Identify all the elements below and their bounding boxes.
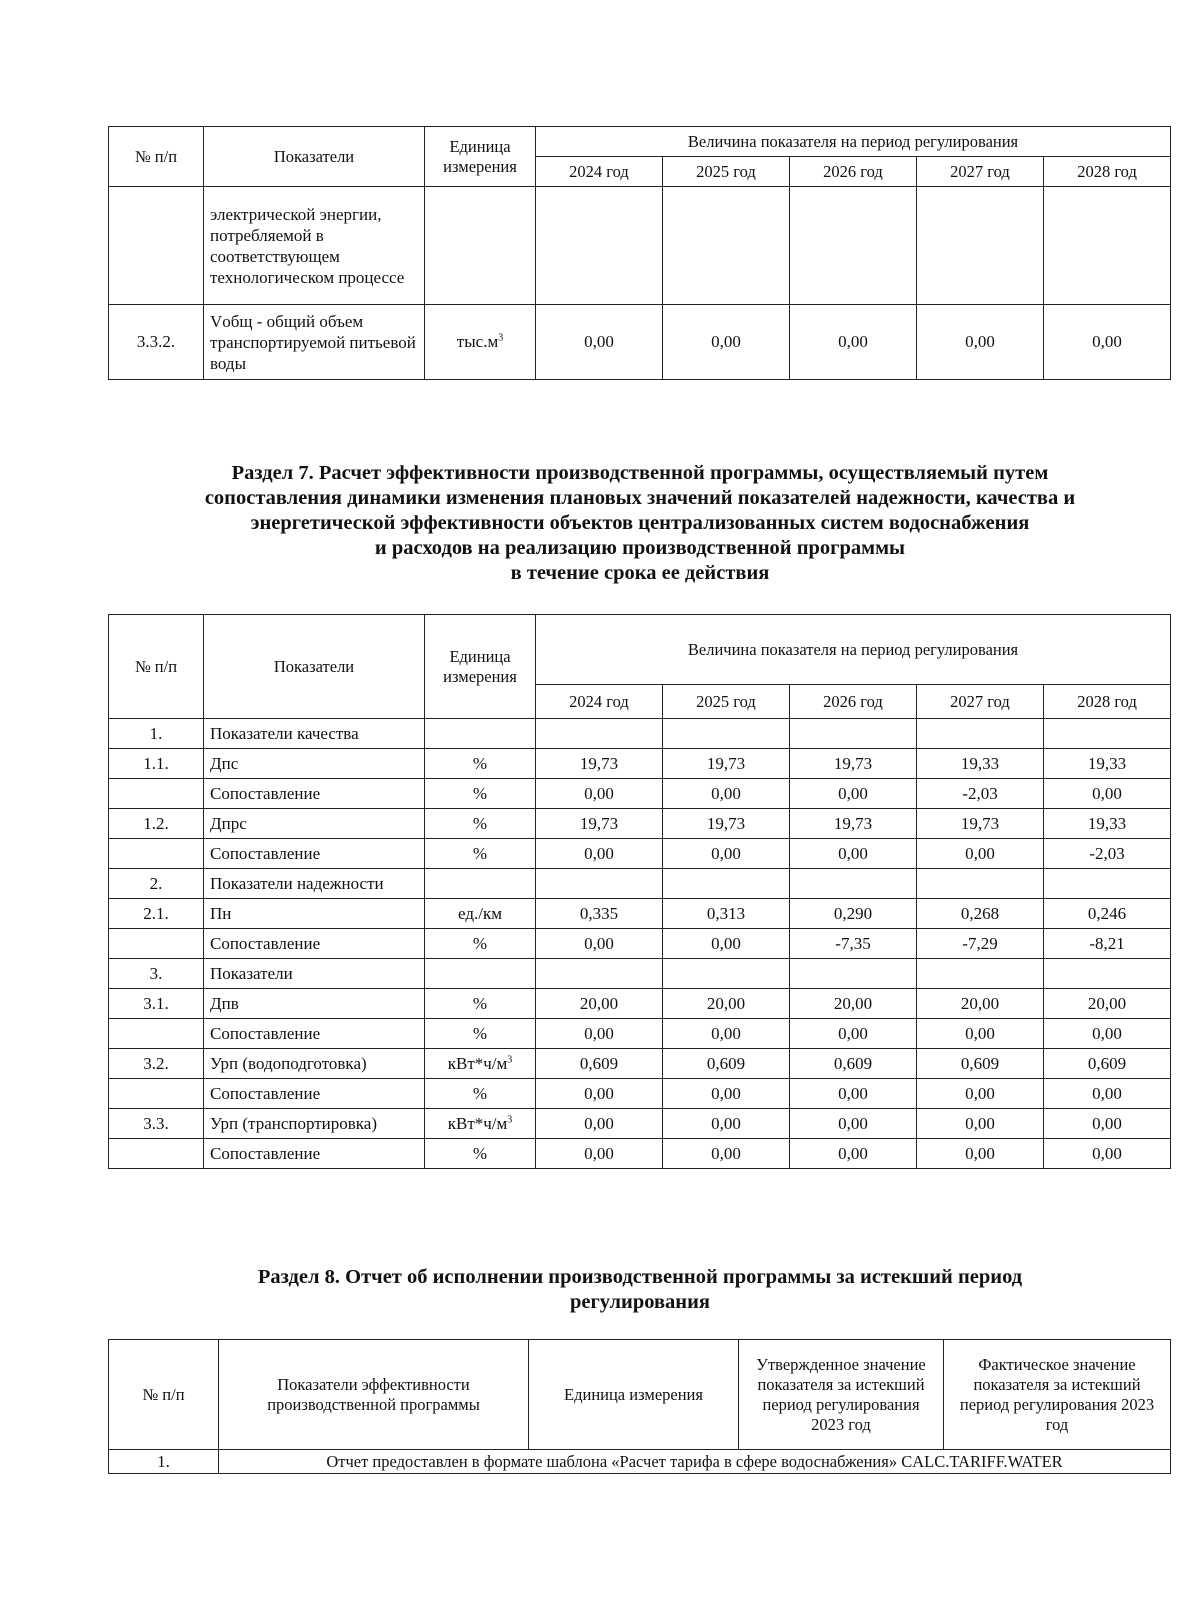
row-value: 0,00	[663, 305, 790, 380]
row-value: 0,290	[790, 899, 917, 929]
header-unit: Единица измерения	[425, 615, 536, 719]
row-value	[790, 869, 917, 899]
table-row	[109, 719, 1171, 749]
row-value: 0,00	[790, 839, 917, 869]
row-name: Сопоставление	[204, 1139, 425, 1169]
row-name: Сопоставление	[204, 1079, 425, 1109]
row-value: 0,00	[917, 1019, 1044, 1049]
row-value	[790, 959, 917, 989]
header-year: 2028 год	[1044, 157, 1171, 187]
row-value: 0,00	[1044, 1079, 1171, 1109]
row-num	[109, 1139, 204, 1169]
row-value: 0,00	[1044, 1019, 1171, 1049]
row-name: Сопоставление	[204, 929, 425, 959]
row-unit: %	[425, 1019, 536, 1049]
table-row	[109, 809, 1171, 839]
table-row	[109, 959, 1171, 989]
row-unit: %	[425, 809, 536, 839]
row-value: 0,00	[1044, 1139, 1171, 1169]
row-value: 0,00	[536, 839, 663, 869]
row-name: Пн	[204, 899, 425, 929]
row-value	[536, 719, 663, 749]
header-indicator: Показатели	[204, 127, 425, 187]
report-note: Отчет предоставлен в формате шаблона «Расчет тарифа в сфере водоснабжения» CALC.TARIFF.WATER	[219, 1450, 1171, 1474]
header-year: 2024 год	[536, 157, 663, 187]
row-num	[109, 187, 204, 305]
row-value	[790, 719, 917, 749]
table-row	[109, 869, 1171, 899]
row-name: Дпс	[204, 749, 425, 779]
section8-title	[100, 1265, 1180, 1315]
row-num: 1.1.	[109, 749, 204, 779]
table-row	[109, 929, 1171, 959]
row-value: 20,00	[917, 989, 1044, 1019]
row-num: 3.3.	[109, 1109, 204, 1139]
table-row	[109, 1019, 1171, 1049]
row-unit: $кВт*ч/м^3$	[425, 1109, 536, 1139]
row-unit: %	[425, 749, 536, 779]
row-unit: %	[425, 989, 536, 1019]
row-value	[1044, 187, 1171, 305]
row-value: 0,00	[536, 1079, 663, 1109]
row-value	[663, 869, 790, 899]
row-value: 19,73	[790, 749, 917, 779]
row-value: -7,29	[917, 929, 1044, 959]
row-value: 19,33	[1044, 749, 1171, 779]
row-num: 2.	[109, 869, 204, 899]
header-year: 2027 год	[917, 685, 1044, 719]
row-value	[536, 959, 663, 989]
table-row	[109, 1079, 1171, 1109]
row-value: 0,335	[536, 899, 663, 929]
row-value: 0,00	[790, 1139, 917, 1169]
row-unit: %	[425, 779, 536, 809]
table-row	[109, 839, 1171, 869]
row-value: 0,00	[790, 305, 917, 380]
row-value: 0,00	[790, 779, 917, 809]
row-value: 0,00	[790, 1019, 917, 1049]
table-row	[109, 1450, 1171, 1474]
header-indicator: Показатели эффективности производственной программы	[219, 1340, 529, 1450]
row-value: 0,00	[663, 1019, 790, 1049]
row-value: 19,73	[663, 749, 790, 779]
row-value: -2,03	[917, 779, 1044, 809]
row-num	[109, 839, 204, 869]
row-num: 1.	[109, 1450, 219, 1474]
row-value: 0,00	[1044, 1109, 1171, 1139]
row-num: 3.3.2.	[109, 305, 204, 380]
title-line: в течение срока ее действия	[510, 562, 770, 584]
header-period: Величина показателя на период регулирования	[536, 127, 1171, 157]
row-name: Показатели качества	[204, 719, 425, 749]
row-num: 2.1.	[109, 899, 204, 929]
row-value: 0,00	[663, 1079, 790, 1109]
header-num: № п/п	[109, 1340, 219, 1450]
row-value: -7,35	[790, 929, 917, 959]
table-row	[109, 187, 1171, 305]
table-row	[109, 779, 1171, 809]
header-year: 2025 год	[663, 685, 790, 719]
row-value: 20,00	[1044, 989, 1171, 1019]
row-num	[109, 779, 204, 809]
table-row	[109, 1109, 1171, 1139]
row-name: Vобщ - общий объем транспортируемой питьевой воды	[204, 305, 425, 380]
table-row	[109, 899, 1171, 929]
row-value	[1044, 869, 1171, 899]
table-row	[109, 749, 1171, 779]
title-line: Раздел 8. Отчет об исполнении производственной программы за истекший период	[257, 1266, 1023, 1288]
title-line: энергетической эффективности объектов централизованных систем водоснабжения	[250, 512, 1030, 534]
row-value: 0,00	[917, 1079, 1044, 1109]
row-value: -2,03	[1044, 839, 1171, 869]
row-value: 20,00	[536, 989, 663, 1019]
row-unit	[425, 187, 536, 305]
row-value: 0,00	[663, 1139, 790, 1169]
header-actual: Фактическое значение показателя за истекший период регулирования 2023 год	[944, 1340, 1171, 1450]
row-value	[917, 187, 1044, 305]
header-indicator: Показатели	[204, 615, 425, 719]
header-num: № п/п	[109, 615, 204, 719]
row-value: 0,00	[536, 779, 663, 809]
row-value: 0,246	[1044, 899, 1171, 929]
title-line: регулирования	[569, 1291, 711, 1313]
row-value: 0,00	[536, 929, 663, 959]
row-value: 0,00	[536, 1019, 663, 1049]
row-num	[109, 929, 204, 959]
header-num: № п/п	[109, 127, 204, 187]
row-value	[1044, 959, 1171, 989]
row-value: 0,609	[536, 1049, 663, 1079]
row-unit: %	[425, 1139, 536, 1169]
row-value: 0,609	[790, 1049, 917, 1079]
title-line: и расходов на реализацию производственной программы	[374, 537, 906, 559]
row-value: 0,00	[790, 1079, 917, 1109]
row-value: 0,00	[1044, 305, 1171, 380]
report-table	[108, 1339, 1171, 1474]
row-value: 19,73	[790, 809, 917, 839]
header-year: 2025 год	[663, 157, 790, 187]
table-row	[109, 989, 1171, 1019]
row-num	[109, 1079, 204, 1109]
table-continuation	[108, 126, 1171, 380]
row-value: 19,73	[536, 809, 663, 839]
header-year: 2028 год	[1044, 685, 1171, 719]
row-value: 0,609	[917, 1049, 1044, 1079]
row-value: 0,00	[917, 1109, 1044, 1139]
row-value: 0,00	[536, 1139, 663, 1169]
row-unit: ед./км	[425, 899, 536, 929]
row-value	[790, 187, 917, 305]
row-name: Показатели	[204, 959, 425, 989]
row-num: 3.	[109, 959, 204, 989]
row-value: 0,00	[663, 839, 790, 869]
row-num: 3.2.	[109, 1049, 204, 1079]
header-unit: Единица измерения	[529, 1340, 739, 1450]
row-unit	[425, 869, 536, 899]
row-value: 20,00	[663, 989, 790, 1019]
row-value: 0,00	[917, 839, 1044, 869]
row-name: Дпрс	[204, 809, 425, 839]
row-value	[917, 869, 1044, 899]
row-value: 0,00	[536, 305, 663, 380]
row-unit: %	[425, 929, 536, 959]
header-period: Величина показателя на период регулирования	[536, 615, 1171, 685]
row-value: 0,268	[917, 899, 1044, 929]
row-value	[917, 959, 1044, 989]
row-name: Показатели надежности	[204, 869, 425, 899]
row-unit: $тыс.м^3$	[425, 305, 536, 380]
row-num: 3.1.	[109, 989, 204, 1019]
row-unit	[425, 959, 536, 989]
header-approved: Утвержденное значение показателя за истекший период регулирования 2023 год	[739, 1340, 944, 1450]
row-num: 1.2.	[109, 809, 204, 839]
row-value: 0,00	[663, 779, 790, 809]
row-value	[663, 959, 790, 989]
row-name: Дпв	[204, 989, 425, 1019]
row-value: 0,00	[790, 1109, 917, 1139]
row-value: 19,73	[536, 749, 663, 779]
row-value	[917, 719, 1044, 749]
table-row	[109, 305, 1171, 380]
title-line: Раздел 7. Расчет эффективности производственной программы, осуществляемый путем	[231, 462, 1049, 484]
header-year: 2026 год	[790, 157, 917, 187]
row-value	[663, 187, 790, 305]
row-value	[663, 719, 790, 749]
row-value	[536, 187, 663, 305]
row-name: Урп (транспортировка)	[204, 1109, 425, 1139]
row-unit: %	[425, 839, 536, 869]
row-value: 0,609	[663, 1049, 790, 1079]
row-value: 0,00	[663, 929, 790, 959]
section7-title	[100, 461, 1180, 586]
efficiency-table	[108, 614, 1171, 1169]
row-unit	[425, 719, 536, 749]
row-value: 0,00	[536, 1109, 663, 1139]
row-value: -8,21	[1044, 929, 1171, 959]
row-name: Сопоставление	[204, 1019, 425, 1049]
row-name: электрической энергии, потребляемой в соответствующем технологическом процессе	[204, 187, 425, 305]
row-num	[109, 1019, 204, 1049]
table-row	[109, 1049, 1171, 1079]
header-year: 2024 год	[536, 685, 663, 719]
row-value: 20,00	[790, 989, 917, 1019]
header-unit: Единица измерения	[425, 127, 536, 187]
row-name: Сопоставление	[204, 839, 425, 869]
header-year: 2026 год	[790, 685, 917, 719]
row-value: 19,33	[1044, 809, 1171, 839]
row-value: 0,609	[1044, 1049, 1171, 1079]
row-unit: $кВт*ч/м^3$	[425, 1049, 536, 1079]
table-row	[109, 1139, 1171, 1169]
row-value: 19,33	[917, 749, 1044, 779]
row-value: 19,73	[663, 809, 790, 839]
row-value: 0,00	[917, 1139, 1044, 1169]
row-value: 0,00	[917, 305, 1044, 380]
row-unit: %	[425, 1079, 536, 1109]
row-value	[536, 869, 663, 899]
row-name: Урп (водоподготовка)	[204, 1049, 425, 1079]
row-value	[1044, 719, 1171, 749]
row-value: 0,313	[663, 899, 790, 929]
row-value: 0,00	[1044, 779, 1171, 809]
title-line: сопоставления динамики изменения плановых значений показателей надежности, качества и	[204, 487, 1076, 509]
row-value: 19,73	[917, 809, 1044, 839]
row-value: 0,00	[663, 1109, 790, 1139]
row-name: Сопоставление	[204, 779, 425, 809]
row-num: 1.	[109, 719, 204, 749]
header-year: 2027 год	[917, 157, 1044, 187]
